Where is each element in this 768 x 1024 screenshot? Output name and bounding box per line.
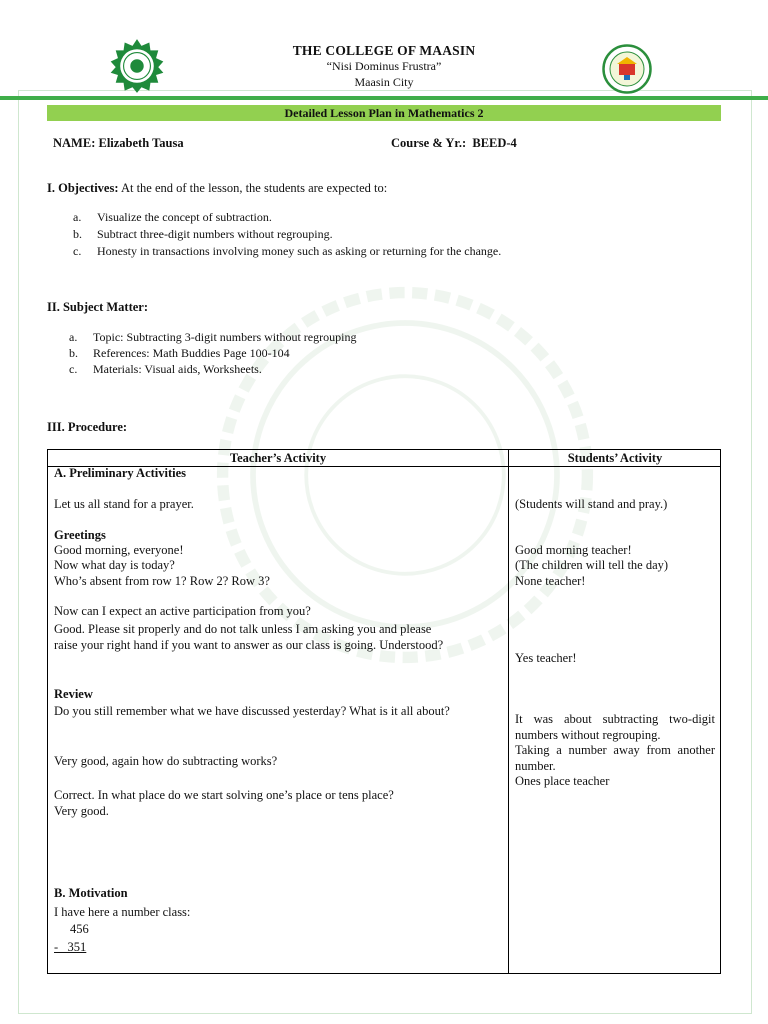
student-review-1: It was about subtracting two-digit numbers without regrouping. [515, 712, 715, 742]
teacher-greet-1: Good morning, everyone! [54, 543, 184, 557]
student-understood: Yes teacher! [515, 651, 577, 665]
student-greet-2: (The children will tell the day) [515, 558, 669, 572]
teacher-review-3: Correct. In what place do we start solving one’s place or tens place? [54, 788, 394, 802]
teacher-review-4: Very good. [54, 804, 109, 818]
teacher-review-1: Do you still remember what we have discussed yesterday? What is it all about? [54, 704, 450, 718]
teacher-prayer: Let us all stand for a prayer. [54, 497, 194, 511]
list-marker: c. [73, 244, 82, 258]
teacher-participation-3: raise your right hand if you want to answer as our class is going. Understood? [54, 638, 444, 652]
teacher-participation-1: Now can I expect an active participation from you? [54, 604, 311, 618]
review-heading: Review [54, 687, 93, 701]
plan-title: Detailed Lesson Plan in Mathematics 2 [284, 106, 484, 120]
objectives-heading: I. Objectives: [47, 181, 119, 195]
list-text: Subtract three-digit numbers without regrouping. [97, 227, 333, 241]
list-text: References: Math Buddies Page 100-104 [93, 346, 290, 360]
greetings-heading: Greetings [54, 528, 106, 542]
list-marker: a. [69, 330, 78, 344]
list-item [69, 362, 262, 377]
list-item [69, 330, 356, 345]
course-year: Course & Yr.: BEED-4 [391, 136, 517, 150]
student-prayer: (Students will stand and pray.) [515, 497, 668, 511]
student-name: NAME: Elizabeth Tausa [53, 136, 184, 150]
list-marker: a. [73, 210, 82, 224]
procedure-table [47, 449, 721, 974]
list-text: Honesty in transactions involving money such as asking or returning for the change. [97, 244, 502, 258]
procedure-heading: III. Procedure: [47, 420, 128, 434]
objectives-section [47, 181, 387, 196]
list-item [73, 244, 501, 259]
motivation-heading: B. Motivation [54, 886, 128, 900]
college-name: THE COLLEGE OF MAASIN [292, 43, 476, 58]
list-marker: c. [69, 362, 78, 376]
college-city: Maasin City [354, 75, 414, 89]
list-item [73, 227, 333, 242]
list-item [73, 210, 272, 225]
number-subtrahend: - 351 [54, 940, 87, 954]
objectives-intro: At the end of the lesson, the students are expected to: [120, 181, 388, 195]
header-divider [0, 96, 768, 100]
teacher-greet-3: Who’s absent from row 1? Row 2? Row 3? [54, 574, 270, 588]
students-activity-header: Students’ Activity [567, 451, 663, 465]
number-minuend: 456 [70, 922, 89, 936]
list-text: Materials: Visual aids, Worksheets. [93, 362, 262, 376]
subject-matter-heading: II. Subject Matter: [47, 300, 149, 314]
list-text: Visualize the concept of subtraction. [97, 210, 272, 224]
preliminary-heading: A. Preliminary Activities [54, 466, 187, 480]
list-text: Topic: Subtracting 3-digit numbers without regrouping [93, 330, 357, 344]
teacher-activity-header: Teacher’s Activity [229, 451, 327, 465]
teacher-review-2: Very good, again how do subtracting works? [54, 754, 278, 768]
column-divider [508, 450, 509, 973]
teacher-participation-2: Good. Please sit properly and do not talk unless I am asking you and please [54, 622, 432, 636]
student-greet-3: None teacher! [515, 574, 586, 588]
student-review-3: Ones place teacher [515, 774, 610, 788]
list-marker: b. [73, 227, 82, 241]
student-greet-1: Good morning teacher! [515, 543, 632, 557]
teacher-greet-2: Now what day is today? [54, 558, 175, 572]
student-review-2: Taking a number away from another number. [515, 743, 715, 773]
list-item [69, 346, 290, 361]
teacher-motivation-1: I have here a number class: [54, 905, 191, 919]
list-marker: b. [69, 346, 78, 360]
college-motto: “Nisi Dominus Frustra” [326, 59, 442, 73]
